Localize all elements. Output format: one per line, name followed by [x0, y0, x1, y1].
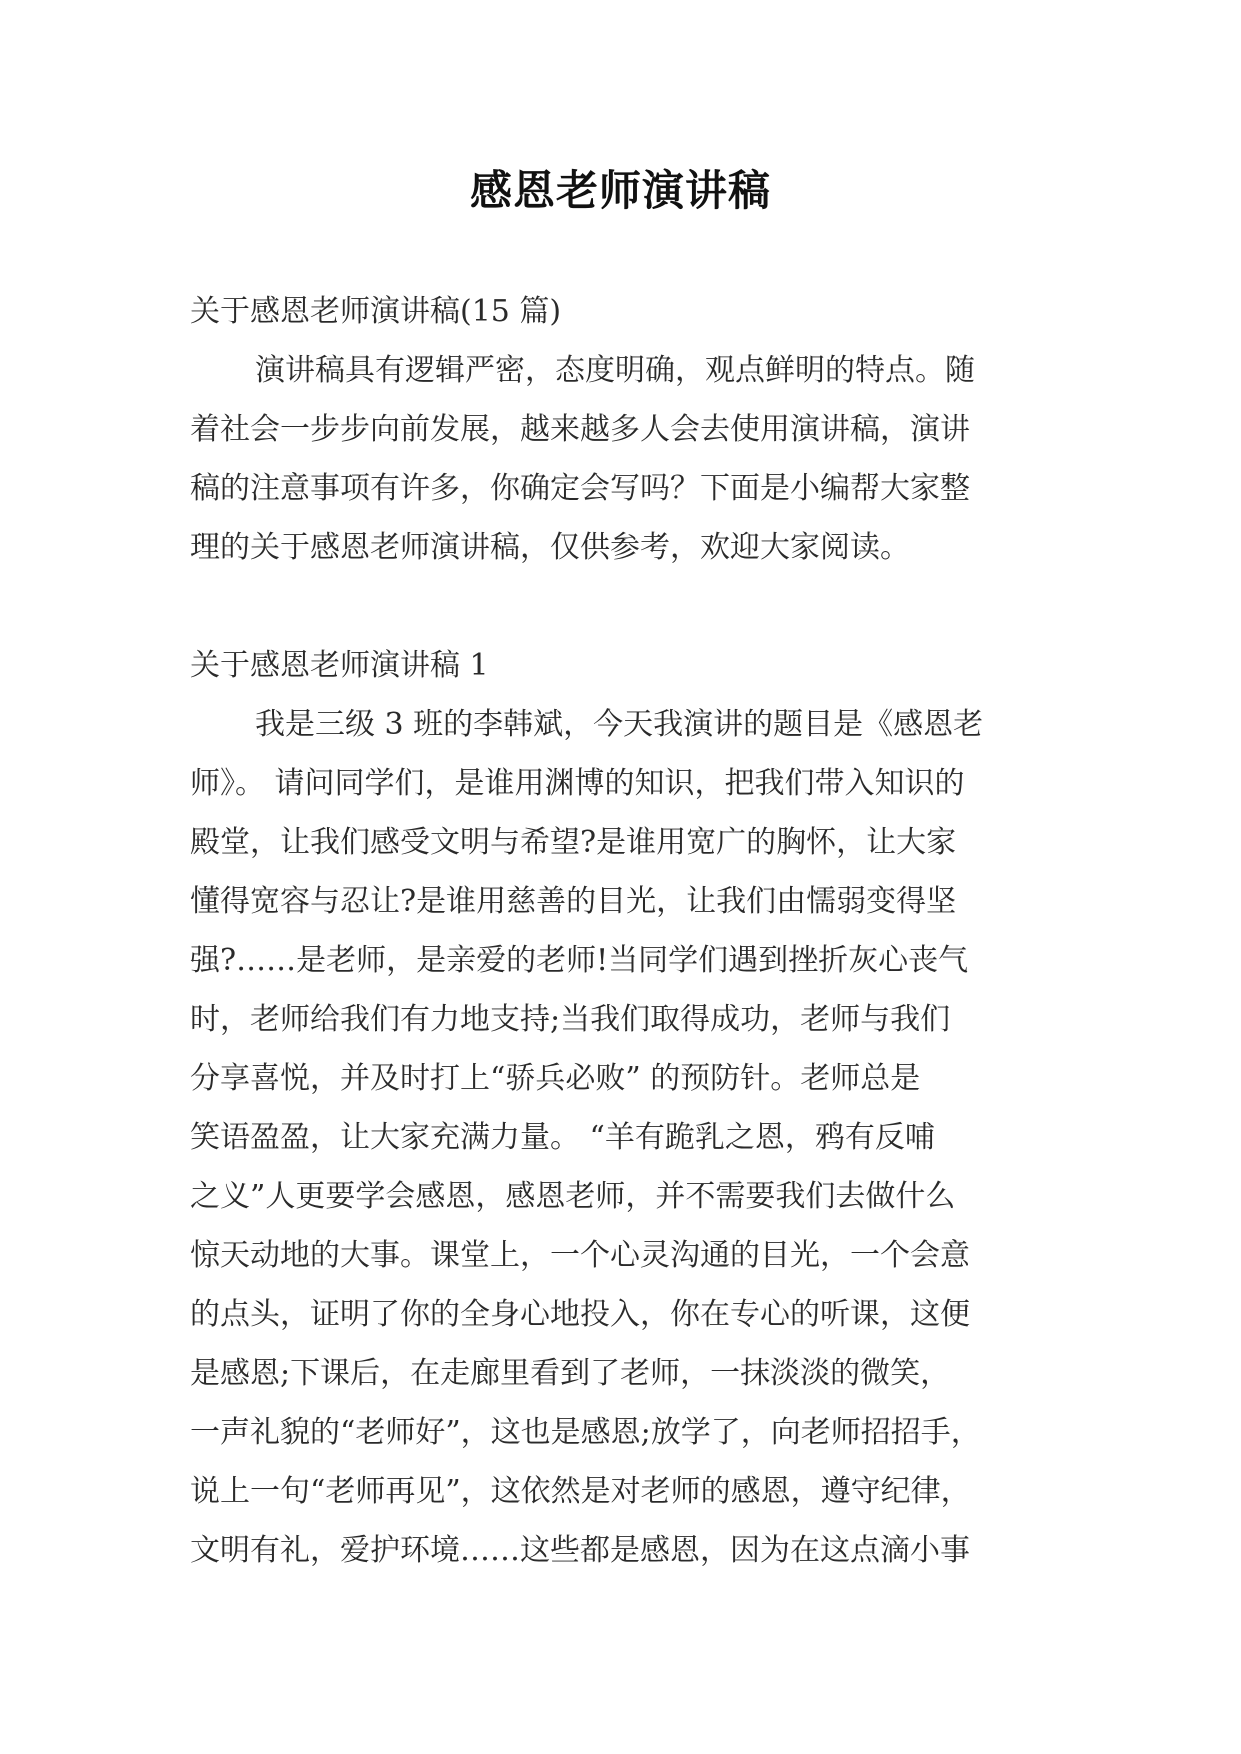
page-title: 感恩老师演讲稿 — [469, 166, 771, 215]
body-line: 说上一句“老师再见”，这依然是对老师的感恩，遵守纪律， — [190, 1474, 971, 1509]
body-line: 懂得宽容与忍让?是谁用慈善的目光，让我们由懦弱变得坚 — [190, 884, 957, 919]
body-line: 师》。 请问同学们，是谁用渊博的知识，把我们带入知识的 — [190, 766, 965, 801]
intro-line: 演讲稿具有逻辑严密，态度明确，观点鲜明的特点。随 — [255, 353, 975, 388]
body-line: 殿堂，让我们感受文明与希望?是谁用宽广的胸怀，让大家 — [190, 825, 957, 860]
body-line: 我是三级 3 班的李韩斌，今天我演讲的题目是《感恩老 — [255, 707, 984, 742]
intro-line: 理的关于感恩老师演讲稿，仅供参考，欢迎大家阅读。 — [190, 530, 910, 565]
document-subtitle: 关于感恩老师演讲稿(15 篇) — [190, 294, 562, 329]
section-heading: 关于感恩老师演讲稿 1 — [190, 648, 489, 683]
body-line: 文明有礼，爱护环境……这些都是感恩，因为在这点滴小事 — [190, 1533, 970, 1568]
body-line: 是感恩;下课后，在走廊里看到了老师，一抹淡淡的微笑， — [190, 1356, 951, 1391]
body-line: 之义”人更要学会感恩，感恩老师，并不需要我们去做什么 — [190, 1179, 956, 1214]
body-line: 分享喜悦，并及时打上“骄兵必败” 的预防针。老师总是 — [190, 1061, 921, 1096]
body-line: 笑语盈盈，让大家充满力量。 “羊有跪乳之恩，鸦有反哺 — [190, 1120, 935, 1155]
body-line: 强?……是老师，是亲爱的老师!当同学们遇到挫折灰心丧气 — [190, 943, 969, 978]
intro-line: 着社会一步步向前发展，越来越多人会去使用演讲稿，演讲 — [190, 412, 970, 447]
body-line: 的点头，证明了你的全身心地投入，你在专心的听课，这便 — [190, 1297, 970, 1332]
body-line: 一声礼貌的“老师好”，这也是感恩;放学了，向老师招招手， — [190, 1415, 981, 1450]
document-body — [190, 282, 1055, 1580]
paragraph-spacer — [190, 577, 1055, 636]
intro-line: 稿的注意事项有许多，你确定会写吗？下面是小编帮大家整 — [190, 471, 970, 506]
body-line: 惊天动地的大事。课堂上，一个心灵沟通的目光，一个会意 — [190, 1238, 970, 1273]
body-line: 时，老师给我们有力地支持;当我们取得成功，老师与我们 — [190, 1002, 951, 1037]
